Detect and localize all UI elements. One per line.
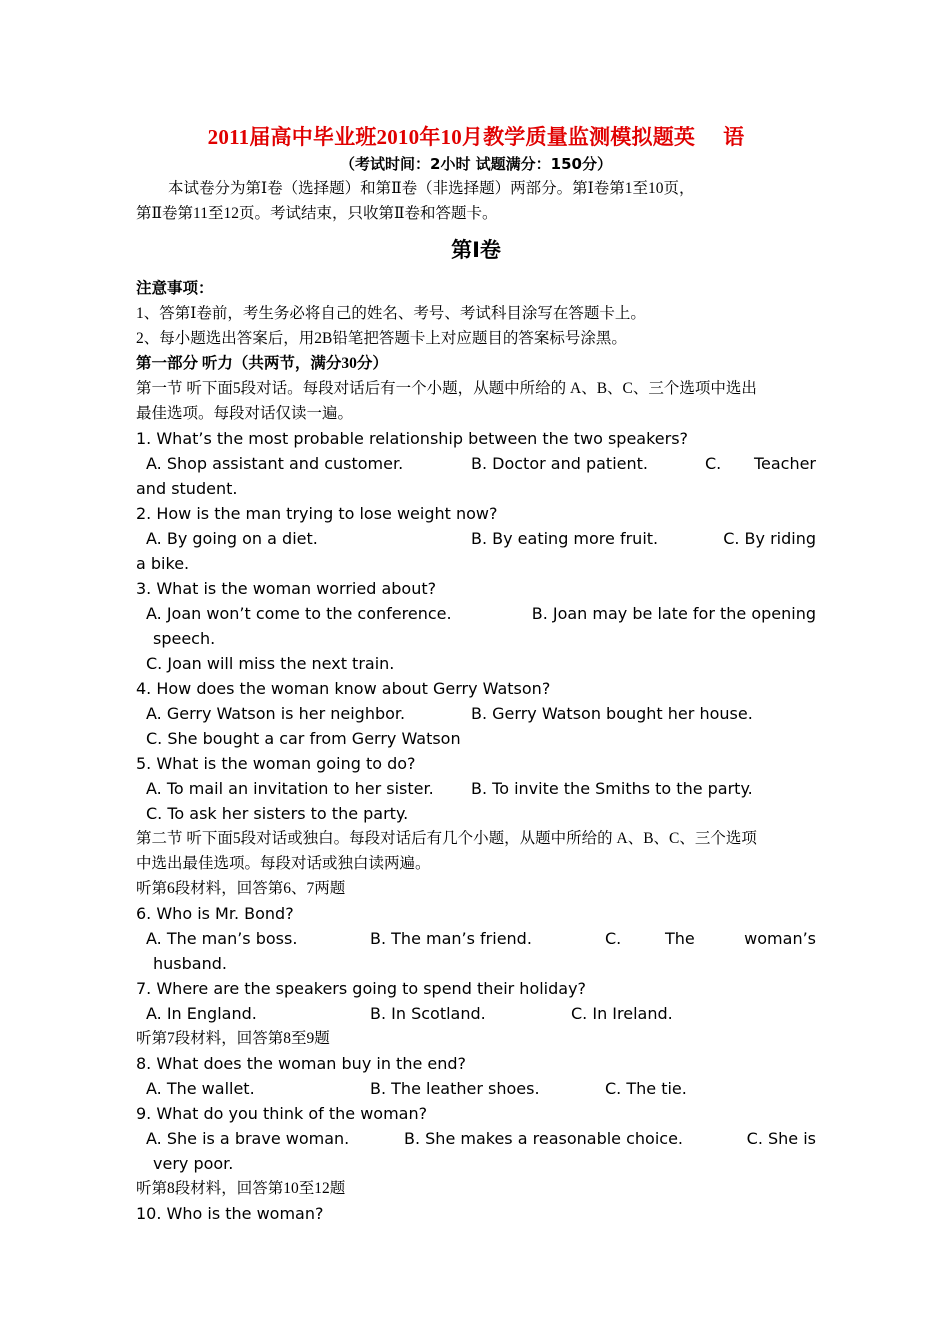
question-5: 5. What is the woman going to do? [136, 754, 416, 773]
question-2: 2. How is the man trying to lose weight now? [136, 504, 498, 523]
question-6: 6. Who is Mr. Bond? [136, 904, 294, 923]
option-a: A. To mail an invitation to her sister. [146, 779, 434, 798]
listen-material-6: 听第6段材料，回答第6、7两题 [136, 880, 346, 897]
listen-material-7: 听第7段材料，回答第8至9题 [136, 1030, 330, 1047]
question-8-options [136, 1076, 816, 1101]
option-c-text: Teacher [753, 454, 816, 473]
question-10: 10. Who is the woman? [136, 1204, 324, 1223]
option-b: B. By eating more fruit. [471, 529, 659, 548]
option-c: C. Joan will miss the next train. [146, 654, 395, 673]
question-7-options [136, 1001, 816, 1026]
question-4-options [136, 701, 816, 726]
option-c: C. She bought a car from Gerry Watson [146, 729, 461, 748]
option-c-continued: a bike. [136, 554, 190, 573]
question-4: 4. How does the woman know about Gerry Watson? [136, 679, 551, 698]
option-b: B. She makes a reasonable choice. [404, 1129, 683, 1148]
option-a: A. By going on a diet. [146, 529, 318, 548]
question-6-options [136, 926, 816, 951]
question-3-option-c [136, 651, 816, 676]
exam-subtitle: （考试时间：2小时 试题满分：150分） [340, 155, 612, 173]
section-heading: 第Ⅰ卷 [451, 238, 501, 262]
question-2-options [136, 526, 816, 551]
question-4-option-c [136, 726, 816, 751]
option-c: C. [705, 454, 722, 473]
question-1-options [136, 451, 816, 476]
title-main: 2011届高中毕业班2010年10月教学质量监测模拟题英 [207, 125, 696, 149]
question-3-options [136, 601, 816, 626]
option-c-continued: very poor. [153, 1154, 234, 1173]
section1-instruction-2: 最佳选项。每段对话仅读一遍。 [136, 405, 354, 422]
exam-page [136, 122, 816, 1226]
option-c: C. By riding [723, 529, 816, 548]
option-b: B. The man’s friend. [370, 929, 532, 948]
question-3: 3. What is the woman worried about? [136, 579, 437, 598]
part1-heading: 第一部分 听力（共两节，满分30分） [136, 355, 388, 372]
section1-instruction-1: 第一节 听下面5段对话。每段对话后有一个小题，从题中所给的 A、B、C、三个选项中选出 [136, 380, 757, 397]
notice-label: 注意事项： [136, 280, 214, 297]
question-8: 8. What does the woman buy in the end? [136, 1054, 467, 1073]
option-c: C. In Ireland. [571, 1004, 673, 1023]
option-a: A. Shop assistant and customer. [146, 454, 404, 473]
option-b: B. Doctor and patient. [471, 454, 648, 473]
option-b-continued: speech. [153, 629, 216, 648]
option-b: B. In Scotland. [370, 1004, 486, 1023]
option-c: C. The tie. [605, 1079, 687, 1098]
option-c-continued: husband. [153, 954, 227, 973]
option-a: A. Joan won’t come to the conference. [146, 604, 452, 623]
listen-material-8: 听第8段材料，回答第10至12题 [136, 1180, 346, 1197]
option-c-continued: and student. [136, 479, 238, 498]
option-a: A. The man’s boss. [146, 929, 298, 948]
title-tail: 语 [723, 125, 745, 149]
question-5-options [136, 776, 816, 801]
question-1: 1. What’s the most probable relationship between the two speakers? [136, 429, 689, 448]
intro-line-2: 第Ⅱ卷第11至12页。考试结束，只收第Ⅱ卷和答题卡。 [136, 205, 498, 222]
option-c: C. [605, 929, 622, 948]
option-a: A. Gerry Watson is her neighbor. [146, 704, 406, 723]
option-c-word-1: The [665, 929, 695, 948]
option-a: A. The wallet. [146, 1079, 255, 1098]
option-b: B. Joan may be late for the opening [531, 604, 816, 623]
notice-item-2: 2、每小题选出答案后，用2B铅笔把答题卡上对应题目的答案标号涂黑。 [136, 330, 627, 347]
notice-item-1: 1、答第Ⅰ卷前，考生务必将自己的姓名、考号、考试科目涂写在答题卡上。 [136, 305, 646, 322]
question-9-options [136, 1126, 816, 1151]
exam-title [136, 122, 816, 152]
option-b: B. The leather shoes. [370, 1079, 540, 1098]
option-a: A. She is a brave woman. [146, 1129, 350, 1148]
question-9: 9. What do you think of the woman? [136, 1104, 428, 1123]
question-7: 7. Where are the speakers going to spend their holiday? [136, 979, 587, 998]
option-c: C. She is [746, 1129, 816, 1148]
intro-line-1: 本试卷分为第Ⅰ卷（选择题）和第Ⅱ卷（非选择题）两部分。第Ⅰ卷第1至10页， [168, 180, 695, 197]
section2-instruction-1: 第二节 听下面5段对话或独白。每段对话后有几个小题，从题中所给的 A、B、C、三个选项 [136, 830, 757, 847]
option-c-word-2: woman’s [744, 929, 816, 948]
option-a: A. In England. [146, 1004, 257, 1023]
option-c: C. To ask her sisters to the party. [146, 804, 409, 823]
section2-instruction-2: 中选出最佳选项。每段对话或独白读两遍。 [136, 855, 431, 872]
question-5-option-c [136, 801, 816, 826]
option-b: B. Gerry Watson bought her house. [471, 704, 753, 723]
option-b: B. To invite the Smiths to the party. [471, 779, 753, 798]
